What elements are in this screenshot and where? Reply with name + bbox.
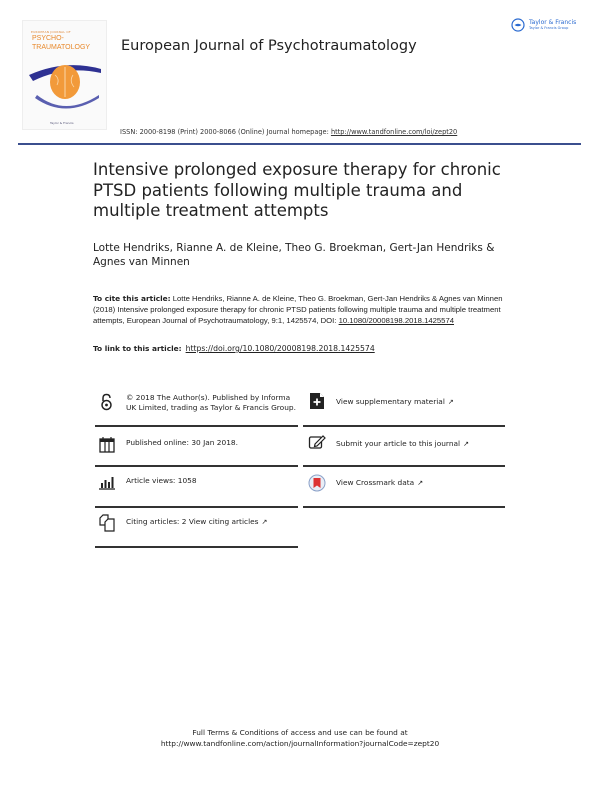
citing-articles-link[interactable] [98,514,298,532]
citing-articles-icon [98,514,116,532]
external-link-icon: ↗ [417,479,424,487]
article-authors: Lotte Hendriks, Rianne A. de Kleine, Theo G. Broekman, Gert-Jan Hendriks & Agnes van Minnen [93,242,495,268]
external-link-icon: ↗ [447,398,454,406]
cover-kicker: EUROPEAN JOURNAL OF [31,30,71,34]
copyright-text: © 2018 The Author(s). Published by Informa UK Limited, trading as Taylor & Francis Group. [126,393,296,412]
publisher-logo[interactable] [511,18,576,32]
link-label: To link to this article: [93,344,182,353]
submit-article-link[interactable] [308,433,518,451]
panel-divider [95,506,298,508]
cite-label: To cite this article: [93,294,171,303]
panel-divider [303,425,505,427]
article-title: Intensive prolonged exposure therapy for chronic PTSD patients following multiple trauma and multiple treatment attempts [93,160,501,220]
crossmark-text: View Crossmark data [336,478,415,487]
article-doi-link[interactable]: https://doi.org/10.1080/20008198.2018.1425574 [185,344,375,353]
header-divider [18,143,581,145]
supplementary-material-link[interactable] [308,392,518,410]
terms-footer [0,727,600,749]
citation-block [93,293,513,327]
supplementary-text: View supplementary material [336,397,445,406]
cite-text: Lotte Hendriks, Rianne A. de Kleine, Theo G. Broekman, Gert-Jan Hendriks & Agnes van Minnen (2018) Intensive prolonged exposure therapy for chronic PTSD patients following multiple trauma and multiple treatment attempts, European Journal of Psychotraumatology, 9:1, 1425574, DOI: [93,294,503,326]
cite-doi-link[interactable]: 10.1080/20008198.2018.1425574 [338,316,455,326]
calendar-icon [98,435,116,453]
open-access-icon [98,393,116,411]
issn-text: ISSN: 2000-8198 (Print) 2000-8066 (Online) Journal homepage: [120,128,331,136]
published-online-info [98,435,298,453]
article-link-line [93,344,375,353]
panel-divider [95,425,298,427]
citing-articles-text: Citing articles: 2 View citing articles [126,517,259,526]
cover-title-line2: TRAUMATOLOGY [32,44,91,51]
terms-url[interactable]: http://www.tandfonline.com/action/journalInformation?journalCode=zept20 [160,739,440,748]
bar-chart-icon [98,473,116,491]
edit-icon [308,433,326,451]
article-views-text: Article views: 1058 [126,476,197,485]
terms-line: Full Terms & Conditions of access and use can be found at [192,728,408,737]
panel-divider [303,506,505,508]
crossmark-icon [308,474,326,492]
copyright-info [98,393,298,412]
panel-divider [95,546,298,548]
journal-cover-image [22,20,107,130]
publisher-name: Taylor & Francis [529,19,577,26]
published-online-text: Published online: 30 Jan 2018. [126,438,238,447]
crossmark-link[interactable] [308,474,518,492]
cover-eye-brain-icon [27,55,103,113]
cover-title [32,34,90,52]
issn-line [120,128,457,136]
submit-article-text: Submit your article to this journal [336,439,461,448]
publisher-subtitle: Taylor & Francis Group [529,26,569,30]
journal-title: European Journal of Psychotraumatology [121,38,417,54]
external-link-icon: ↗ [463,440,469,448]
external-link-icon: ↗ [261,518,268,526]
taylor-francis-logo-icon [511,18,525,32]
cover-publisher-mark: Taylor & Francis [50,121,74,125]
cover-title-line1: PSYCHO- [32,35,64,42]
journal-homepage-link[interactable]: http://www.tandfonline.com/loi/zept20 [330,128,458,136]
supplementary-file-icon [308,392,326,410]
panel-divider [303,465,505,467]
panel-divider [95,465,298,467]
article-views-info [98,473,298,491]
